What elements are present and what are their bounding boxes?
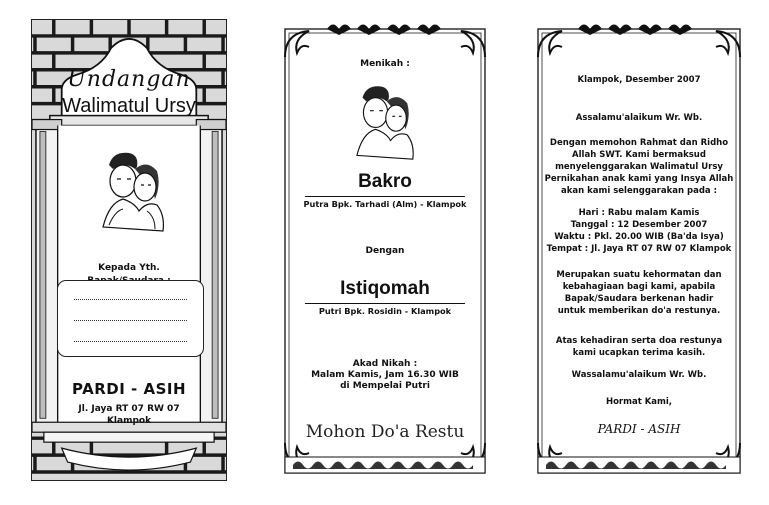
cover-script-title: Undangan: [67, 67, 191, 92]
address-line: [74, 299, 187, 300]
letter-line: Allah SWT. Kami bermaksud: [572, 150, 706, 160]
groom-parent: Putra Bpk. Tarhadi (Alm) - Klampok: [303, 199, 467, 209]
event-date: Tanggal : 12 Desember 2007: [570, 220, 708, 230]
address-box[interactable]: [57, 280, 204, 357]
akad-section: [279, 359, 491, 392]
cover-panel: [31, 19, 227, 481]
akad-place: di Mempelai Putri: [340, 381, 430, 391]
letter-intro: [534, 137, 744, 197]
with-label: Dengan: [365, 246, 405, 256]
akad-time: Malam Kamis, Jam 16.30 WIB: [311, 370, 459, 380]
sender-street: Jl. Jaya RT 07 RW 07: [78, 404, 180, 414]
event-time: Waktu : Pkl. 20.00 WIB (Ba'da Isya): [554, 232, 724, 242]
letter-line: untuk memberikan do'a restunya.: [557, 306, 721, 316]
letter-greeting: Assalamu'alaikum Wr. Wb.: [575, 113, 703, 123]
bride-name: Istiqomah: [340, 278, 430, 299]
letter-regards: Hormat Kami,: [605, 397, 673, 407]
sender-village: Klampok: [106, 416, 152, 426]
letter-closing: Wassalamu'alaikum Wr. Wb.: [571, 370, 707, 380]
couple-panel: [279, 19, 491, 481]
sender-name: PARDI - ASIH: [71, 380, 187, 398]
letter-line: Atas kehadiran serta doa restunya: [555, 336, 723, 346]
cover-title: Walimatul Ursy: [62, 95, 196, 117]
groom-underline: [305, 196, 465, 197]
bride-parent: Putri Bpk. Rosidin - Klampok: [318, 306, 452, 316]
letter-line: menyelenggarakan Walimatul Ursy: [555, 162, 723, 172]
letter-thanks: [534, 335, 744, 359]
letter-line: kebahagiaan bagi kami, apabila: [562, 282, 716, 292]
letter-line: akan kami selenggarakan pada :: [560, 186, 718, 196]
letter-line: Dengan memohon Rahmat dan Ridho: [549, 138, 729, 148]
to-label: Kepada Yth.: [98, 263, 160, 273]
letter-line: Merupakan suatu kehormatan dan: [556, 270, 722, 280]
groom-name: Bakro: [358, 171, 412, 192]
letter-line: Bapak/Saudara berkenan hadir: [564, 294, 714, 304]
blessing-text: Mohon Do'a Restu: [305, 422, 465, 442]
event-place: Tempat : Jl. Jaya RT 07 RW 07 Klampok: [546, 244, 732, 254]
married-label: Menikah :: [360, 59, 410, 69]
letter-line: Pernikahan anak kami yang Insya Allah: [544, 174, 734, 184]
letter-line: kami ucapkan terima kasih.: [572, 348, 706, 358]
address-line: [74, 320, 187, 321]
letter-date: Klampok, Desember 2007: [577, 75, 701, 85]
couple-portrait-illustration: [349, 79, 417, 161]
bride-groom-illustration: [95, 145, 167, 233]
address-line: [74, 341, 187, 342]
event-day: Hari : Rabu malam Kamis: [578, 208, 700, 218]
letter-panel: [534, 19, 744, 481]
letter-signature: PARDI - ASIH: [597, 422, 681, 436]
akad-title: Akad Nikah :: [352, 359, 418, 369]
event-details: [534, 207, 744, 255]
bride-underline: [305, 303, 465, 304]
letter-honor: [534, 269, 744, 317]
